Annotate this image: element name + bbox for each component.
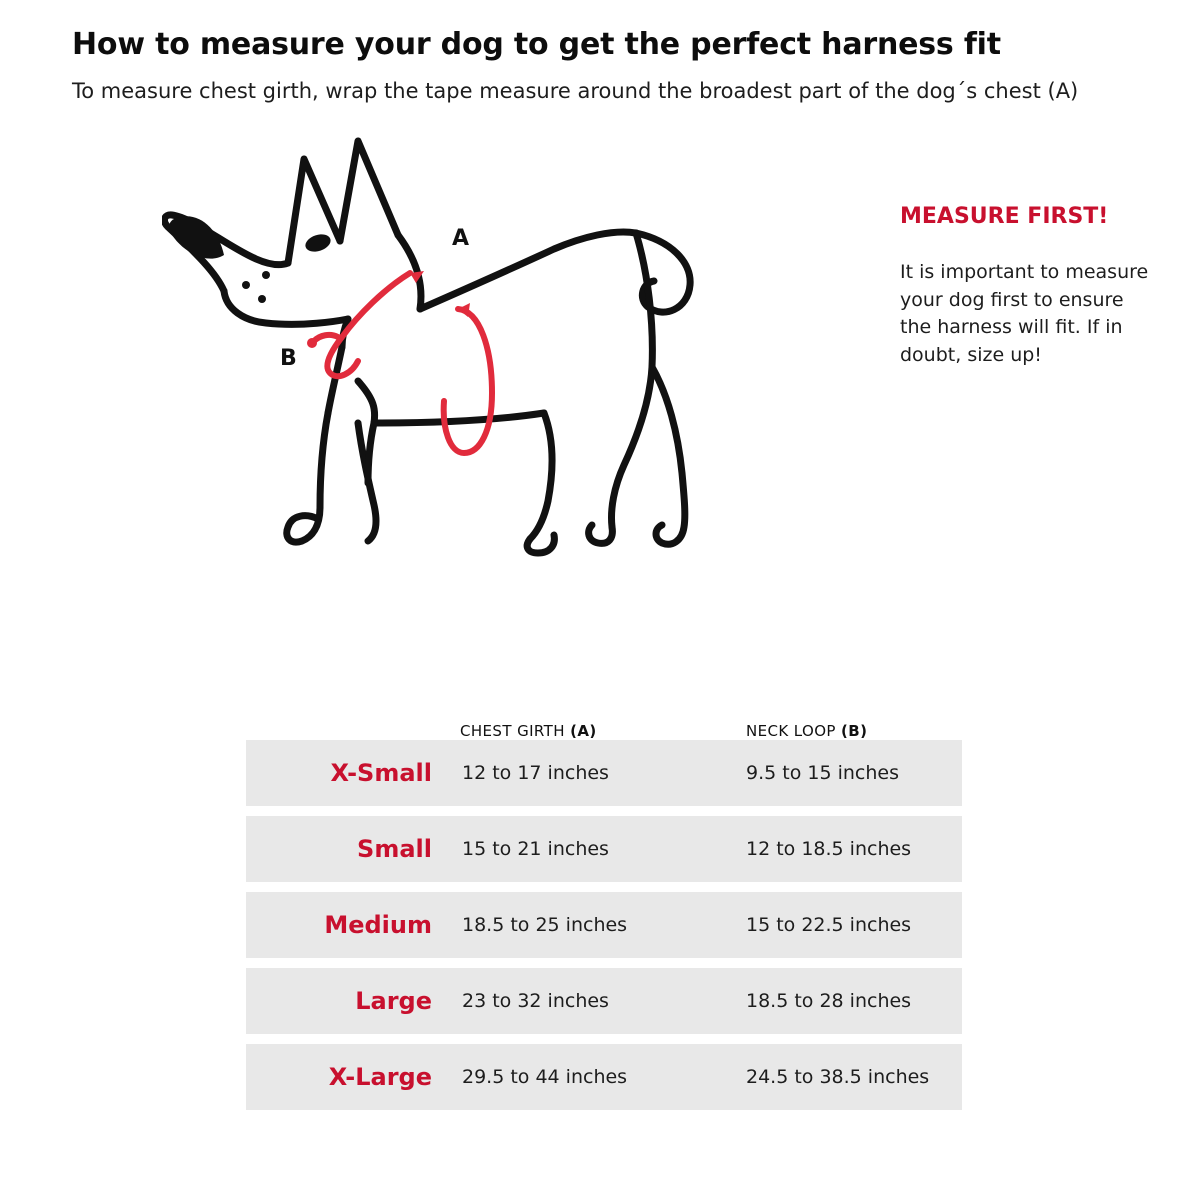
dog-outline-icon — [165, 141, 691, 553]
cell-neck-loop: 24.5 to 38.5 inches — [746, 1066, 930, 1088]
column-header-neck-loop — [746, 722, 962, 740]
dog-whisker-dot-icon — [258, 295, 266, 303]
table-row — [246, 816, 962, 882]
cell-chest-girth: 15 to 21 inches — [462, 838, 609, 860]
arrowhead-icon — [307, 338, 317, 348]
label-b: B — [280, 346, 297, 372]
cell-size: Small — [357, 835, 432, 863]
page-title: How to measure your dog to get the perfect harness fit — [72, 27, 1001, 62]
column-header-chest-girth-text: CHEST GIRTH — [460, 722, 571, 740]
chest-girth-loop-a-icon — [444, 309, 492, 453]
illustration-section — [72, 123, 1149, 623]
page-subtitle: To measure chest girth, wrap the tape measure around the broadest part of the dog´s chest (A) — [72, 78, 1079, 103]
dog-eye-icon — [303, 232, 333, 255]
cell-neck-loop: 9.5 to 15 inches — [746, 762, 899, 784]
table-header-row — [246, 700, 962, 740]
cell-neck-loop: 12 to 18.5 inches — [746, 838, 912, 860]
dog-whisker-dot-icon — [242, 281, 250, 289]
measure-first-callout — [900, 203, 1160, 369]
cell-size: X-Small — [330, 759, 432, 787]
size-chart-table — [246, 700, 962, 1120]
label-a: A — [452, 226, 470, 252]
cell-size: X-Large — [328, 1063, 432, 1091]
column-header-neck-loop-letter: (B) — [841, 722, 868, 740]
table-row — [246, 740, 962, 806]
table-row — [246, 892, 962, 958]
cell-neck-loop: 18.5 to 28 inches — [746, 990, 912, 1012]
dog-measurement-illustration — [162, 123, 802, 593]
cell-size: Medium — [324, 911, 432, 939]
dog-whisker-dot-icon — [262, 271, 270, 279]
table-row — [246, 968, 962, 1034]
cell-chest-girth: 12 to 17 inches — [462, 762, 609, 784]
measure-first-body: It is important to measure your dog first to ensure the harness will fit. If in doubt, size up! — [900, 260, 1149, 366]
column-header-chest-girth-letter: (A) — [570, 722, 597, 740]
cell-chest-girth: 29.5 to 44 inches — [462, 1066, 628, 1088]
cell-size: Large — [355, 987, 432, 1015]
cell-chest-girth: 23 to 32 inches — [462, 990, 609, 1012]
cell-neck-loop: 15 to 22.5 inches — [746, 914, 912, 936]
dog-nose-icon — [169, 217, 224, 259]
cell-chest-girth: 18.5 to 25 inches — [462, 914, 628, 936]
measure-first-heading: MEASURE FIRST! — [900, 204, 1109, 230]
column-header-neck-loop-text: NECK LOOP — [746, 722, 842, 740]
arrowhead-icon — [458, 303, 470, 317]
table-row — [246, 1044, 962, 1110]
column-header-chest-girth — [460, 722, 746, 740]
